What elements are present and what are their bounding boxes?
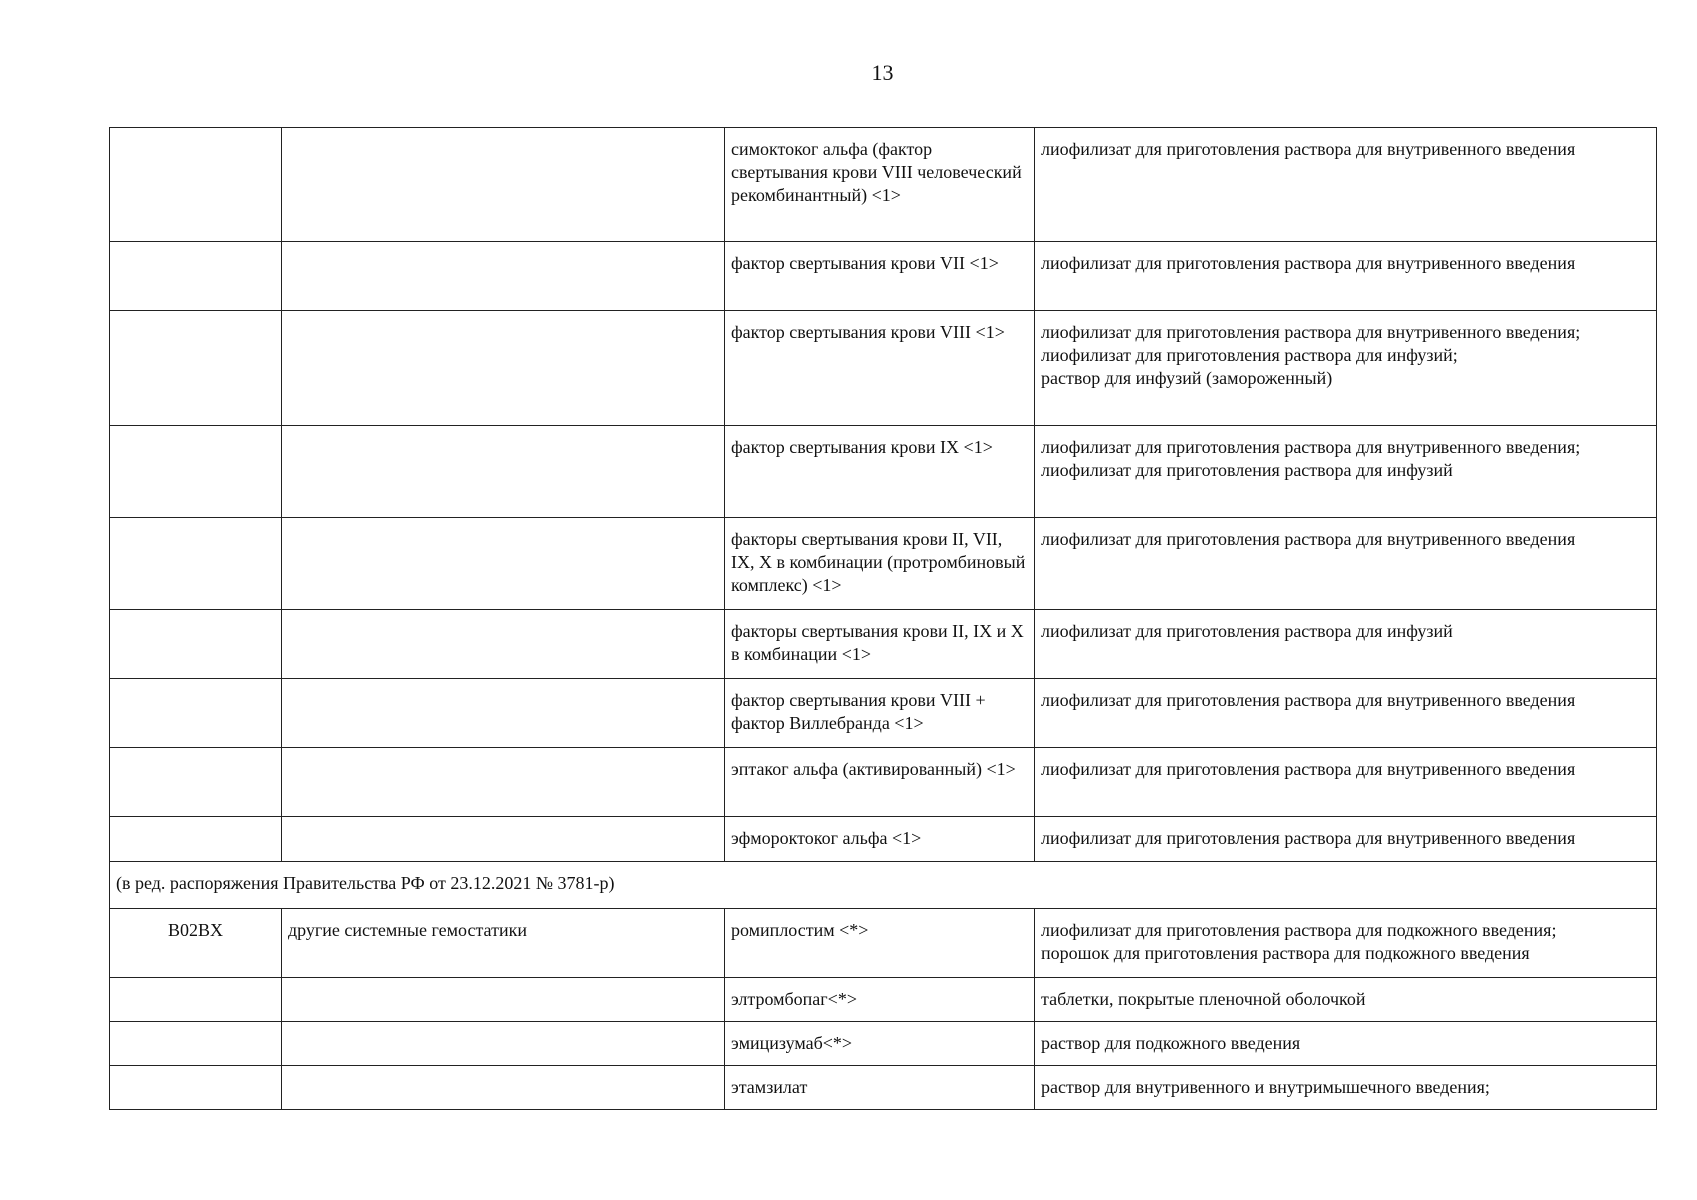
group-cell bbox=[282, 1022, 725, 1066]
group-cell bbox=[282, 518, 725, 610]
dosage-form-cell bbox=[1035, 1066, 1657, 1110]
dosage-form-line: порошок для приготовления раствора для подкожного введения bbox=[1041, 943, 1530, 963]
inn-cell: факторы свертывания крови II, IX и X в комбинации <1> bbox=[725, 610, 1035, 679]
group-cell bbox=[282, 978, 725, 1022]
inn-cell: этамзилат bbox=[725, 1066, 1035, 1110]
table-row bbox=[110, 242, 1657, 311]
atc-code-cell bbox=[110, 1022, 282, 1066]
table-row bbox=[110, 426, 1657, 518]
dosage-form-cell bbox=[1035, 426, 1657, 518]
dosage-form-cell bbox=[1035, 817, 1657, 862]
dosage-form-line: лиофилизат для приготовления раствора для внутривенного введения; bbox=[1041, 322, 1581, 342]
dosage-form-line: лиофилизат для приготовления раствора для подкожного введения; bbox=[1041, 920, 1557, 940]
table-row bbox=[110, 817, 1657, 862]
group-cell bbox=[282, 426, 725, 518]
dosage-form-line: лиофилизат для приготовления раствора для внутривенного введения; bbox=[1041, 437, 1581, 457]
inn-cell: симоктоког альфа (фактор свертывания крови VIII человеческий рекомбинантный) <1> bbox=[725, 128, 1035, 242]
inn-cell: фактор свертывания крови VIII + фактор Виллебранда <1> bbox=[725, 679, 1035, 748]
dosage-form-line: лиофилизат для приготовления раствора для внутривенного введения bbox=[1041, 690, 1576, 710]
dosage-form-line: лиофилизат для приготовления раствора для внутривенного введения bbox=[1041, 759, 1576, 779]
dosage-form-line: лиофилизат для приготовления раствора для инфузий bbox=[1041, 621, 1453, 641]
dosage-form-cell bbox=[1035, 748, 1657, 817]
group-cell bbox=[282, 128, 725, 242]
group-cell bbox=[282, 817, 725, 862]
table-row bbox=[110, 1066, 1657, 1110]
dosage-form-cell bbox=[1035, 311, 1657, 426]
inn-cell: факторы свертывания крови II, VII, IX, X в комбинации (протромбиновый комплекс) <1> bbox=[725, 518, 1035, 610]
table-row bbox=[110, 978, 1657, 1022]
atc-code-cell bbox=[110, 518, 282, 610]
table-row bbox=[110, 128, 1657, 242]
inn-cell: фактор свертывания крови VII <1> bbox=[725, 242, 1035, 311]
dosage-form-line: лиофилизат для приготовления раствора для внутривенного введения bbox=[1041, 828, 1576, 848]
group-cell bbox=[282, 1066, 725, 1110]
dosage-form-cell bbox=[1035, 242, 1657, 311]
table-row bbox=[110, 518, 1657, 610]
atc-code-cell: B02BX bbox=[110, 909, 282, 978]
group-cell bbox=[282, 748, 725, 817]
dosage-form-cell bbox=[1035, 610, 1657, 679]
atc-code-cell bbox=[110, 311, 282, 426]
atc-code-cell bbox=[110, 426, 282, 518]
page-number: 13 bbox=[871, 60, 894, 85]
group-cell bbox=[282, 610, 725, 679]
table-row bbox=[110, 311, 1657, 426]
inn-cell: элтромбопаг<*> bbox=[725, 978, 1035, 1022]
atc-code-cell bbox=[110, 978, 282, 1022]
inn-cell: эптаког альфа (активированный) <1> bbox=[725, 748, 1035, 817]
group-cell bbox=[282, 311, 725, 426]
atc-code-cell bbox=[110, 610, 282, 679]
dosage-form-line: раствор для внутривенного и внутримышечного введения; bbox=[1041, 1077, 1490, 1097]
atc-code-cell bbox=[110, 128, 282, 242]
atc-code-cell bbox=[110, 242, 282, 311]
dosage-form-cell bbox=[1035, 909, 1657, 978]
table-row bbox=[110, 610, 1657, 679]
dosage-form-line: раствор для подкожного введения bbox=[1041, 1033, 1301, 1053]
dosage-form-cell bbox=[1035, 1022, 1657, 1066]
inn-cell: фактор свертывания крови VIII <1> bbox=[725, 311, 1035, 426]
dosage-form-cell bbox=[1035, 978, 1657, 1022]
group-cell bbox=[282, 679, 725, 748]
dosage-form-line: лиофилизат для приготовления раствора для инфузий; bbox=[1041, 345, 1458, 365]
atc-code-cell bbox=[110, 748, 282, 817]
table-row bbox=[110, 862, 1657, 909]
dosage-form-line: лиофилизат для приготовления раствора для внутривенного введения bbox=[1041, 529, 1576, 549]
group-cell: другие системные гемостатики bbox=[282, 909, 725, 978]
table-row bbox=[110, 1022, 1657, 1066]
dosage-form-line: таблетки, покрытые пленочной оболочкой bbox=[1041, 989, 1366, 1009]
table-row bbox=[110, 748, 1657, 817]
group-cell bbox=[282, 242, 725, 311]
inn-cell: эфмороктоког альфа <1> bbox=[725, 817, 1035, 862]
atc-code-cell bbox=[110, 1066, 282, 1110]
dosage-form-cell bbox=[1035, 679, 1657, 748]
dosage-form-line: лиофилизат для приготовления раствора для инфузий bbox=[1041, 460, 1453, 480]
drug-table bbox=[109, 127, 1657, 1110]
dosage-form-line: лиофилизат для приготовления раствора для внутривенного введения bbox=[1041, 139, 1576, 159]
table-row bbox=[110, 909, 1657, 978]
amendment-note: (в ред. распоряжения Правительства РФ от 23.12.2021 № 3781-р) bbox=[110, 862, 1657, 909]
inn-cell: фактор свертывания крови IX <1> bbox=[725, 426, 1035, 518]
inn-cell: эмицизумаб<*> bbox=[725, 1022, 1035, 1066]
atc-code-cell bbox=[110, 679, 282, 748]
inn-cell: ромиплостим <*> bbox=[725, 909, 1035, 978]
dosage-form-cell bbox=[1035, 518, 1657, 610]
dosage-form-cell bbox=[1035, 128, 1657, 242]
atc-code-cell bbox=[110, 817, 282, 862]
dosage-form-line: лиофилизат для приготовления раствора для внутривенного введения bbox=[1041, 253, 1576, 273]
dosage-form-line: раствор для инфузий (замороженный) bbox=[1041, 368, 1333, 388]
table-row bbox=[110, 679, 1657, 748]
